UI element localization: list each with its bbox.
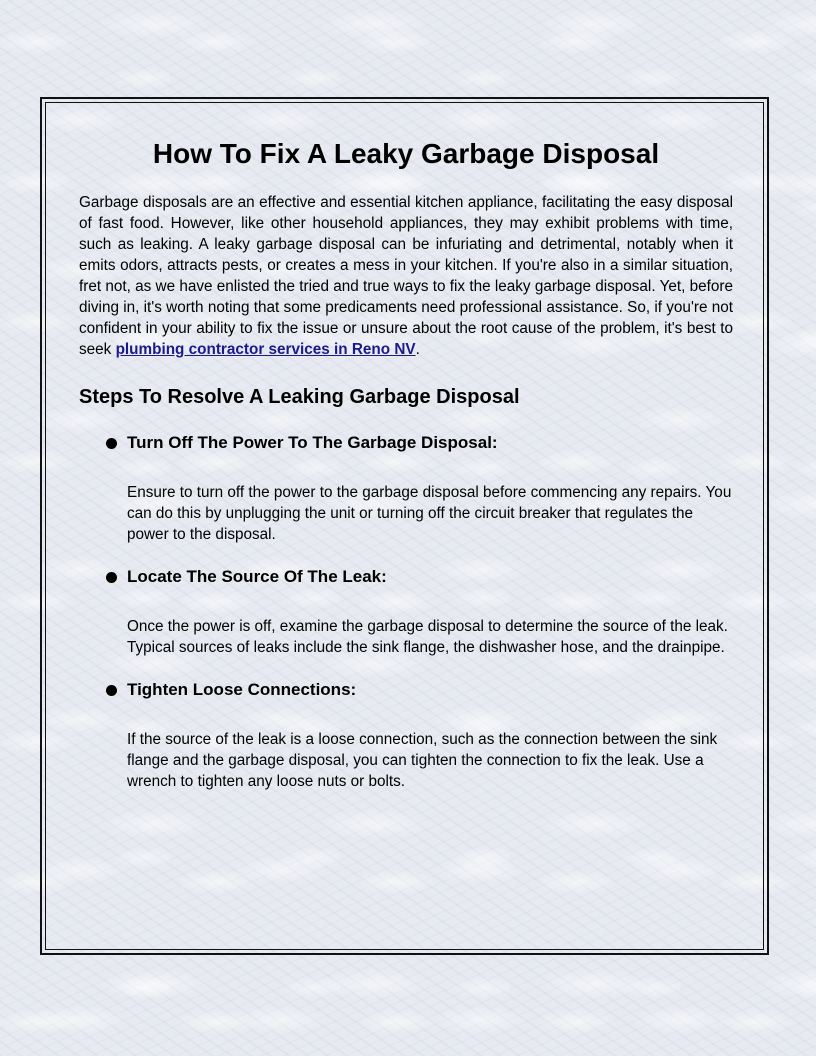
- intro-text: Garbage disposals are an effective and essential kitchen appliance, facilitating the easy disposal of fast food. However, like other household appliances, they may exhibit problems with time, such as leaking. A leaky garbage disposal can be infuriating and detrimental, notably when it emits odors, attracts pests, or creates a mess in your kitchen. If you're also in a similar situation, fret not, as we have enlisted the tried and true ways to fix the leaky garbage disposal. Yet, before diving in, it's worth noting that some predicaments need professional assistance. So, if you're not confident in your ability to fix the issue or unsure about the root cause of the problem, it's best to seek: [79, 194, 733, 358]
- bullet-icon: [106, 685, 117, 696]
- step-body: Once the power is off, examine the garbage disposal to determine the source of the leak. Typical sources of leaks include the sink flange, the dishwasher hose, and the drainpipe.: [127, 618, 728, 656]
- step-body: Ensure to turn off the power to the garbage disposal before commencing any repairs. You can do this by unplugging the unit or turning off the circuit breaker that regulates the power to the disposal.: [127, 484, 732, 543]
- page-title: How To Fix A Leaky Garbage Disposal: [152, 138, 660, 169]
- step-body: If the source of the leak is a loose connection, such as the connection between the sink flange and the garbage disposal, you can tighten the connection to fix the leak. Use a wrench to tighten any loose nuts or bolts.: [127, 731, 718, 790]
- step-title: Tighten Loose Connections:: [127, 680, 357, 699]
- section-heading: Steps To Resolve A Leaking Garbage Disposal: [79, 386, 520, 408]
- bullet-icon: [106, 572, 117, 583]
- document-content: [79, 134, 733, 792]
- intro-paragraph: [79, 192, 733, 360]
- step-title: Locate The Source Of The Leak:: [127, 567, 387, 586]
- step-item: [79, 432, 733, 545]
- bullet-icon: [106, 438, 117, 449]
- plumbing-services-link[interactable]: plumbing contractor services in Reno NV: [115, 341, 416, 358]
- step-item: [79, 679, 733, 792]
- step-item: [79, 566, 733, 658]
- steps-list: [79, 432, 733, 792]
- intro-end: .: [415, 341, 420, 358]
- step-title: Turn Off The Power To The Garbage Disposal:: [127, 433, 498, 452]
